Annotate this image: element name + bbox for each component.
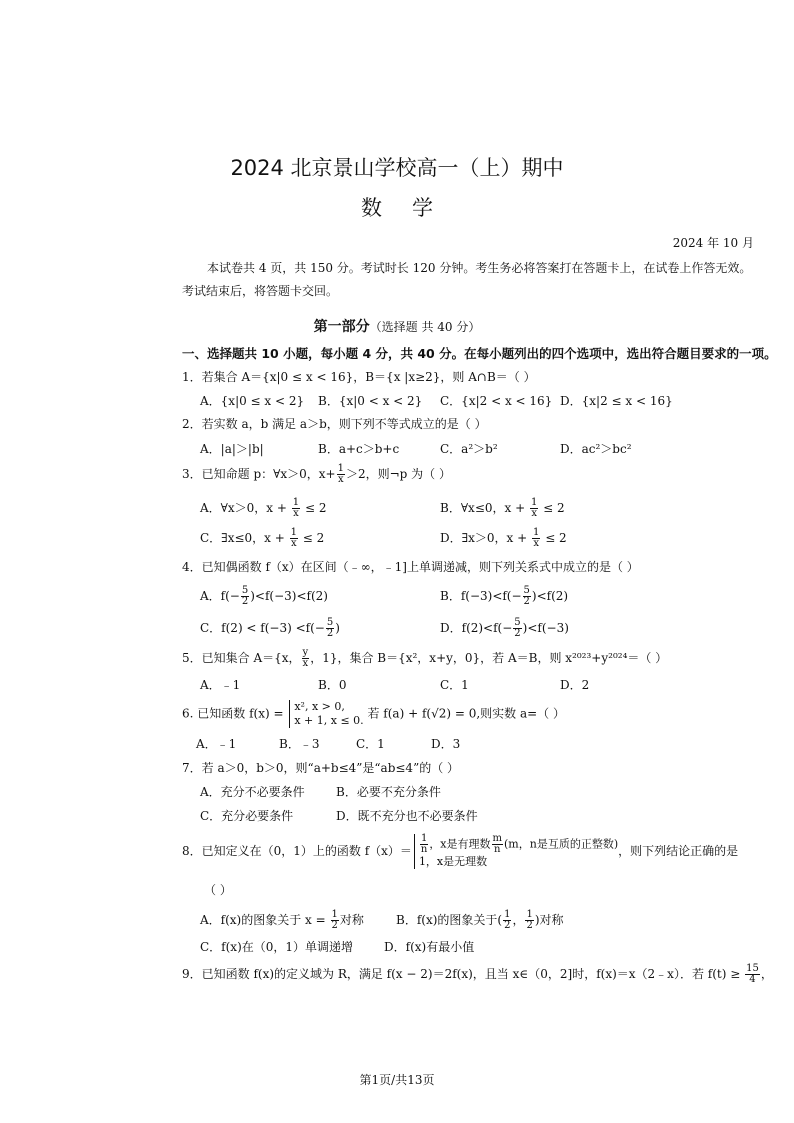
q8-a-fraction: [331, 910, 339, 931]
q5-option-a: A．﹣1: [200, 678, 241, 692]
q3-b-post: ≤ 2: [539, 501, 565, 515]
q3-frac-num: 1: [337, 463, 344, 474]
q6-stem: [182, 700, 565, 728]
intro-line-2: 考试结束后，将答题卡交回。: [182, 284, 339, 298]
q3-a-fraction: [292, 498, 300, 519]
q3-b-frac-num: 1: [530, 497, 538, 508]
q8-case-1-mid: ，x是有理数: [429, 837, 491, 851]
q3-d-pre: D．∃x＞0，x +: [440, 531, 531, 545]
q5-frac-den: x: [302, 658, 309, 669]
q8-b-post: )对称: [534, 913, 564, 927]
q1-option-a: A．{x|0 ≤ x < 2}: [200, 394, 305, 408]
q4-b-fraction: [523, 586, 531, 607]
section1-heading: 一、选择题共 10 小题，每小题 4 分，共 40 分。在每小题列出的四个选项中，选出符合题目要求的一项。: [182, 346, 777, 361]
q9-frac-den: 4: [749, 974, 756, 985]
q4-option-b: [440, 586, 568, 607]
q3-a-pre: A．∀x＞0，x +: [200, 501, 291, 515]
q3-stem-post: ＞2，则¬p 为（ ）: [345, 467, 451, 481]
q3-c-frac-den: x: [290, 538, 297, 549]
q3-frac-den: x: [337, 474, 344, 485]
q4-d-post: )<f(−3): [522, 621, 569, 635]
q8-frac-2-num: m: [492, 833, 503, 844]
q5-fraction: [302, 648, 310, 669]
q2-option-a: A．|a|＞|b|: [200, 442, 264, 456]
q4-b-frac-den: 2: [523, 596, 530, 607]
q8-b-frac-1-den: 2: [504, 920, 511, 931]
q8-a-frac-den: 2: [331, 920, 338, 931]
q7-option-a: A．充分不必要条件: [200, 785, 305, 799]
q3-b-frac-den: x: [531, 508, 537, 519]
q3-b-pre: B．∀x≤0，x +: [440, 501, 529, 515]
q8-option-d: D．f(x)有最小值: [384, 940, 475, 954]
exam-title: 2024 北京景山学校高一（上）期中: [230, 156, 564, 180]
q8-b-frac-2-num: 1: [526, 909, 533, 920]
q8-a-post: 对称: [339, 913, 364, 927]
q4-d-frac-den: 2: [514, 628, 521, 639]
q5-option-c: C．1: [440, 678, 469, 692]
q8-stem: [182, 834, 738, 869]
q3-option-c: [200, 528, 324, 549]
q8-b-fraction-1: [503, 910, 511, 931]
q2-option-c: C．a²＞b²: [440, 442, 498, 456]
q8-frac-2: [492, 834, 503, 855]
q6-case-1: x², x > 0,: [294, 700, 345, 713]
q8-frac-1-num: 1: [420, 833, 428, 844]
q1-option-d: D．{x|2 ≤ x < 16}: [560, 394, 673, 408]
q3-fraction: [337, 464, 345, 485]
q3-d-fraction: [532, 528, 540, 549]
q3-option-a: [200, 498, 326, 519]
q6-stem-pre: 6. 已知函数 f(x) =: [182, 706, 288, 721]
q3-d-post: ≤ 2: [541, 531, 567, 545]
q3-c-fraction: [290, 528, 298, 549]
q8-frac-1-den: n: [420, 844, 428, 855]
q6-option-a: A．﹣1: [196, 737, 237, 751]
q3-stem: [182, 464, 451, 485]
q3-c-frac-num: 1: [290, 527, 297, 538]
q4-a-post: )<f(−3)<f(2): [250, 589, 328, 603]
part1-title: [0, 316, 794, 336]
q3-c-pre: C．∃x≤0，x +: [200, 531, 289, 545]
q1-option-c: C．{x|2 < x < 16}: [440, 394, 553, 408]
q5-stem-pre: 5．已知集合 A＝{x，: [182, 651, 301, 665]
q5-stem-post: ，1}，集合 B＝{x²，x+y，0}，若 A＝B，则 x²⁰²³+y²⁰²⁴＝（ ）: [310, 651, 668, 665]
q3-d-frac-num: 1: [533, 527, 540, 538]
part1-subtitle: （选择题 共 40 分）: [369, 320, 481, 334]
q4-c-post: ): [335, 621, 340, 635]
q4-c-frac-num: 5: [326, 617, 334, 628]
q5-stem: [182, 648, 667, 669]
q6-piecewise: [289, 700, 363, 728]
part1-title-text: 第一部分: [313, 319, 370, 335]
q2-option-b: B．a+c＞b+c: [318, 442, 400, 456]
q9-stem-text: 9．已知函数 f(x)的定义域为 R，满足 f(x − 2)＝2f(x)，且当 x∈（0，2]时，f(x)＝x（2﹣x）．若 f(t) ≥: [182, 967, 745, 981]
q5-option-b: B．0: [318, 678, 347, 692]
q8-option-c: C．f(x)在（0，1）单调递增: [200, 940, 354, 954]
q4-a-pre: A．f(−: [200, 589, 240, 603]
q9-tail: ，: [760, 967, 773, 981]
q5-option-d: D．2: [560, 678, 590, 692]
q3-stem-pre: 3．已知命题 p：∀x＞0，x+: [182, 467, 336, 481]
q8-stem-post: ，则下列结论正确的是: [618, 844, 739, 858]
q3-b-fraction: [530, 498, 538, 519]
q6-case-2: x + 1, x ≤ 0.: [294, 714, 364, 727]
q1-stem: 1．若集合 A＝{x|0 ≤ x < 16}，B＝{x |x≥2}，则 A∩B＝（ ）: [182, 370, 536, 384]
q8-case-1: [419, 834, 618, 855]
q5-frac-num: y: [302, 647, 309, 658]
q8-frac-2-den: n: [494, 844, 501, 855]
q8-frac-1: [420, 834, 428, 855]
q2-stem: 2．若实数 a，b 满足 a＞b，则下列不等式成立的是（ ）: [182, 417, 487, 431]
q4-d-pre: D．f(2)<f(−: [440, 621, 513, 635]
q9-stem: [182, 964, 773, 985]
q8-piecewise: [414, 834, 618, 869]
q3-c-post: ≤ 2: [298, 531, 325, 545]
q4-option-a: [200, 586, 328, 607]
q4-a-fraction: [241, 586, 249, 607]
q8-b-pre: B．f(x)的图象关于(: [396, 913, 503, 927]
q2-option-d: D．ac²＞bc²: [560, 442, 632, 456]
q4-a-frac-num: 5: [241, 585, 249, 596]
q8-b-frac-2-den: 2: [526, 920, 533, 931]
q6-option-c: C．1: [356, 737, 385, 751]
q8-a-pre: A．f(x)的图象关于 x =: [200, 913, 330, 927]
q9-frac-num: 15: [746, 963, 759, 974]
q4-b-pre: B．f(−3)<f(−: [440, 589, 522, 603]
q4-c-fraction: [326, 618, 334, 639]
q3-option-b: [440, 498, 565, 519]
q8-b-frac-1-num: 1: [504, 909, 511, 920]
q3-a-frac-num: 1: [292, 497, 300, 508]
q4-option-c: [200, 618, 340, 639]
q4-d-frac-num: 5: [514, 617, 521, 628]
q8-option-b: [396, 910, 564, 931]
q8-paren: （ ）: [204, 883, 232, 897]
q6-option-d: D．3: [431, 737, 461, 751]
intro-line-1: 本试卷共 4 页，共 150 分。考试时长 120 分钟。考生务必将答案打在答题卡上，在试卷上作答无效。: [207, 261, 752, 275]
subject-title: 数学: [361, 196, 463, 220]
q4-d-fraction: [513, 618, 521, 639]
q1-option-b: B．{x|0 < x < 2}: [318, 394, 423, 408]
q4-b-post: )<f(2): [531, 589, 569, 603]
q3-option-d: [440, 528, 567, 549]
q7-stem: 7．若 a＞0，b＞0，则“a+b≤4”是“ab≤4”的（ ）: [182, 761, 460, 775]
q8-case-2: 1，x是无理数: [418, 855, 488, 868]
q8-option-a: [200, 910, 364, 931]
q4-c-pre: C．f(2) < f(−3) <f(−: [200, 621, 325, 635]
q8-b-fraction-2: [525, 910, 533, 931]
q9-fraction: [745, 964, 760, 985]
q4-a-frac-den: 2: [241, 596, 249, 607]
q6-stem-post: 若 f(a) + f(√2) = 0,则实数 a=（ ）: [363, 706, 566, 721]
q7-option-d: D．既不充分也不必要条件: [336, 809, 478, 823]
q4-option-d: [440, 618, 569, 639]
q4-b-frac-num: 5: [523, 585, 530, 596]
q3-a-frac-den: x: [293, 508, 299, 519]
q8-case-1-post: (m，n是互质的正整数): [504, 837, 619, 851]
q7-option-b: B．必要不充分条件: [336, 785, 441, 799]
q4-c-frac-den: 2: [326, 628, 334, 639]
q6-option-b: B．﹣3: [279, 737, 320, 751]
q3-a-post: ≤ 2: [301, 501, 327, 515]
q4-stem: 4．已知偶函数 f（x）在区间（﹣∞，﹣1]上单调递减，则下列关系式中成立的是（ ）: [182, 560, 639, 574]
q8-a-frac-num: 1: [331, 909, 338, 920]
q8-stem-pre: 8．已知定义在（0，1）上的函数 f（x）＝: [182, 844, 412, 858]
q8-b-mid: ，: [512, 913, 525, 927]
page-number: 第1页/共13页: [359, 1073, 435, 1087]
exam-date: 2024 年 10 月: [672, 236, 754, 250]
q3-d-frac-den: x: [533, 538, 539, 549]
q7-option-c: C．充分必要条件: [200, 809, 294, 823]
